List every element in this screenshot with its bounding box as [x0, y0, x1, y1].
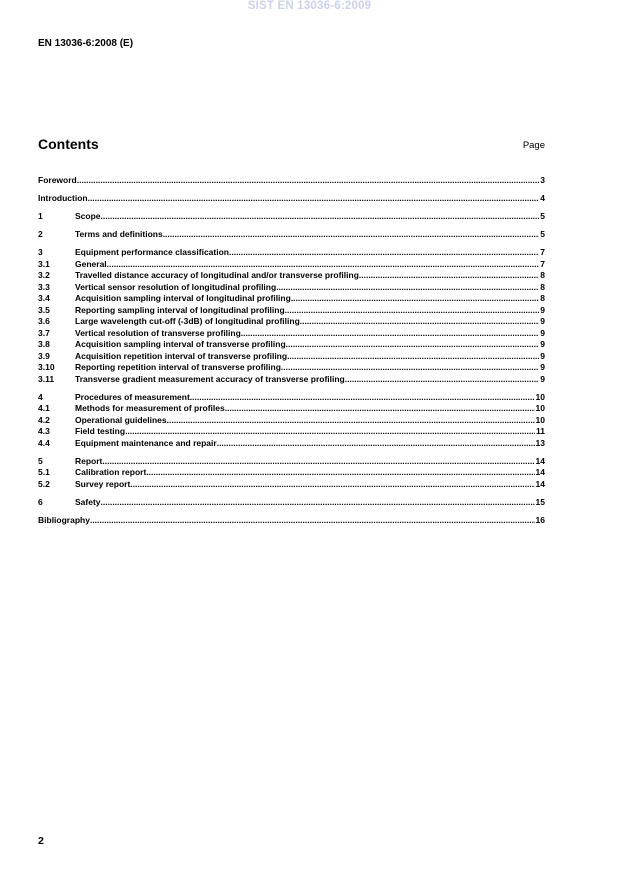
- toc-entry-title: Equipment maintenance and repair: [75, 437, 217, 448]
- toc-entry-title: Field testing: [75, 426, 126, 436]
- dot-leader: [287, 351, 539, 363]
- toc-entry-title: Vertical sensor resolution of longitudinal profiling: [75, 281, 277, 292]
- contents-title: Contents: [38, 136, 99, 152]
- dot-leader: [146, 467, 534, 479]
- toc-entry-title: Acquisition repetition interval of transverse profiling: [75, 350, 288, 361]
- toc-entry-title: Safety: [75, 496, 101, 507]
- toc-entry-number: 3.9: [38, 350, 50, 361]
- toc-entry[interactable]: [38, 497, 545, 509]
- toc-entry-number: 4.2: [38, 414, 50, 425]
- toc-entry[interactable]: [38, 247, 545, 259]
- dot-leader: [291, 293, 539, 305]
- dot-leader: [359, 270, 539, 282]
- toc-entry[interactable]: [38, 259, 545, 271]
- toc-entry-number: 3.1: [38, 258, 50, 269]
- toc-entry[interactable]: [38, 392, 545, 404]
- toc-entry-page: 10: [535, 391, 545, 402]
- dot-leader: [285, 305, 540, 317]
- toc-entry[interactable]: [38, 282, 545, 294]
- toc-entry-page: 3: [540, 175, 545, 185]
- toc-entry-number: 6: [38, 496, 43, 507]
- toc-entry-page: 9: [540, 373, 545, 384]
- toc-entry-title: Large wavelength cut-off (-3dB) of longitudinal profiling: [75, 316, 300, 326]
- toc-entry-title: Equipment performance classification: [75, 247, 229, 257]
- toc-entry-number: 3.6: [38, 316, 50, 326]
- toc-entry[interactable]: [38, 374, 545, 386]
- dot-leader: [125, 426, 535, 438]
- dot-leader: [276, 282, 539, 294]
- toc-entry-page: 9: [540, 362, 545, 372]
- toc-entry-page: 8: [540, 270, 545, 280]
- toc-entry-page: 4: [540, 193, 545, 203]
- toc-entry[interactable]: [38, 305, 545, 317]
- toc-entry-number: 3.2: [38, 270, 50, 280]
- toc-entry-page: 15: [535, 496, 545, 507]
- dot-leader: [107, 259, 540, 271]
- toc-entry-title: Transverse gradient measurement accuracy of transverse profiling: [75, 373, 345, 384]
- toc-entry-title: Terms and definitions: [75, 229, 163, 239]
- toc-entry-title: Methods for measurement of profiles: [75, 403, 225, 413]
- toc-entry[interactable]: [38, 339, 545, 351]
- toc-entry[interactable]: [38, 175, 545, 187]
- toc-entry-page: 9: [540, 316, 545, 326]
- toc-entry-number: 4.3: [38, 426, 50, 436]
- toc-entry[interactable]: [38, 328, 545, 340]
- toc-entry-title: Survey report: [75, 478, 131, 489]
- toc-entry-page: 14: [535, 467, 545, 477]
- dot-leader: [190, 392, 535, 404]
- toc-entry-title: Calibration report: [75, 467, 147, 477]
- toc-entry[interactable]: [38, 351, 545, 363]
- dot-leader: [241, 328, 539, 340]
- toc-entry-number: 4: [38, 391, 43, 402]
- toc-entry[interactable]: [38, 515, 545, 527]
- toc-entry-number: 3: [38, 247, 43, 257]
- toc-entry[interactable]: [38, 362, 545, 374]
- toc-entry-page: 16: [535, 514, 545, 525]
- dot-leader: [281, 362, 539, 374]
- toc-entry-page: 10: [535, 403, 545, 413]
- toc-entry[interactable]: [38, 316, 545, 328]
- toc-entry-page: 8: [540, 281, 545, 292]
- toc-entry[interactable]: [38, 193, 545, 205]
- toc-entry-title: Foreword: [38, 175, 77, 185]
- toc-entry[interactable]: [38, 415, 545, 427]
- toc-entry-number: 3.8: [38, 339, 50, 349]
- toc-entry-number: 3.7: [38, 327, 50, 338]
- toc-entry-page: 9: [540, 350, 545, 361]
- dot-leader: [88, 193, 540, 205]
- toc-entry-page: 13: [535, 437, 545, 448]
- toc-entry-number: 4.4: [38, 437, 50, 448]
- toc-entry-page: 5: [540, 211, 545, 221]
- toc-entry-title: Acquisition sampling interval of longitudinal profiling: [75, 293, 291, 303]
- dot-leader: [101, 211, 540, 223]
- toc-entry-page: 14: [535, 478, 545, 489]
- toc-entry[interactable]: [38, 438, 545, 450]
- toc-entry-page: 14: [535, 455, 545, 466]
- dot-leader: [345, 374, 540, 386]
- dot-leader: [101, 497, 535, 509]
- dot-leader: [286, 339, 540, 351]
- toc-entry-title: Acquisition sampling interval of transverse profiling: [75, 339, 286, 349]
- dot-leader: [225, 403, 535, 415]
- page-column-label: Page: [522, 140, 545, 151]
- toc-entry-title: Vertical resolution of transverse profiling: [75, 327, 241, 338]
- toc-entry-number: 3.11: [38, 373, 55, 384]
- dot-leader: [77, 175, 540, 187]
- toc-entry[interactable]: [38, 479, 545, 491]
- toc-entry[interactable]: [38, 456, 545, 468]
- toc-entry-title: Operational guidelines: [75, 414, 167, 425]
- toc-entry-title: Reporting repetition interval of transverse profiling: [75, 362, 281, 372]
- toc-entry-page: 7: [540, 247, 545, 257]
- toc-entry-title: Report: [75, 455, 103, 466]
- dot-leader: [163, 229, 540, 241]
- toc-entry-page: 9: [540, 327, 545, 338]
- toc-entry-title: General: [75, 258, 107, 269]
- toc-entry-number: 3.4: [38, 293, 50, 303]
- toc-entry-page: 9: [540, 339, 545, 349]
- toc-entry-page: 7: [540, 258, 545, 269]
- dot-leader: [229, 247, 539, 259]
- toc-entry-number: 4.1: [38, 403, 50, 413]
- toc-entry[interactable]: [38, 293, 545, 305]
- toc-entry-number: 3.5: [38, 304, 50, 315]
- toc-entry[interactable]: [38, 403, 545, 415]
- toc-entry-page: 9: [540, 304, 545, 315]
- toc-entry-number: 1: [38, 211, 43, 221]
- toc-entry-page: 11: [536, 426, 545, 436]
- document-id: EN 13036-6:2008 (E): [38, 38, 134, 49]
- watermark: SIST EN 13036-6:2009: [247, 0, 372, 12]
- toc-entry-title: Introduction: [38, 193, 88, 203]
- toc-entry-number: 2: [38, 229, 43, 239]
- toc-entry[interactable]: [38, 467, 545, 479]
- dot-leader: [130, 479, 534, 491]
- toc-entry-number: 3.3: [38, 281, 50, 292]
- toc-entry-number: 5: [38, 455, 43, 466]
- toc-entry[interactable]: [38, 270, 545, 282]
- toc-entry-title: Reporting sampling interval of longitudinal profiling: [75, 304, 285, 315]
- toc-entry-number: 5.2: [38, 478, 50, 489]
- toc-entry-number: 3.10: [38, 362, 55, 372]
- dot-leader: [300, 316, 540, 328]
- toc-entry[interactable]: [38, 426, 545, 438]
- dot-leader: [167, 415, 535, 427]
- toc-entry-title: Travelled distance accuracy of longitudinal and/or transverse profiling: [75, 270, 359, 280]
- dot-leader: [217, 438, 535, 450]
- toc-entry-title: Bibliography: [38, 514, 90, 525]
- toc-entry-page: 10: [535, 414, 545, 425]
- toc-entry[interactable]: [38, 211, 545, 223]
- toc-entry-title: Procedures of measurement: [75, 391, 190, 402]
- table-of-contents: [38, 175, 545, 526]
- toc-entry-page: 8: [540, 293, 545, 303]
- toc-entry-number: 5.1: [38, 467, 50, 477]
- toc-entry-page: 5: [540, 229, 545, 239]
- page-number: 2: [38, 835, 44, 847]
- toc-entry[interactable]: [38, 229, 545, 241]
- dot-leader: [102, 456, 534, 468]
- dot-leader: [90, 515, 535, 527]
- toc-entry-title: Scope: [75, 211, 101, 221]
